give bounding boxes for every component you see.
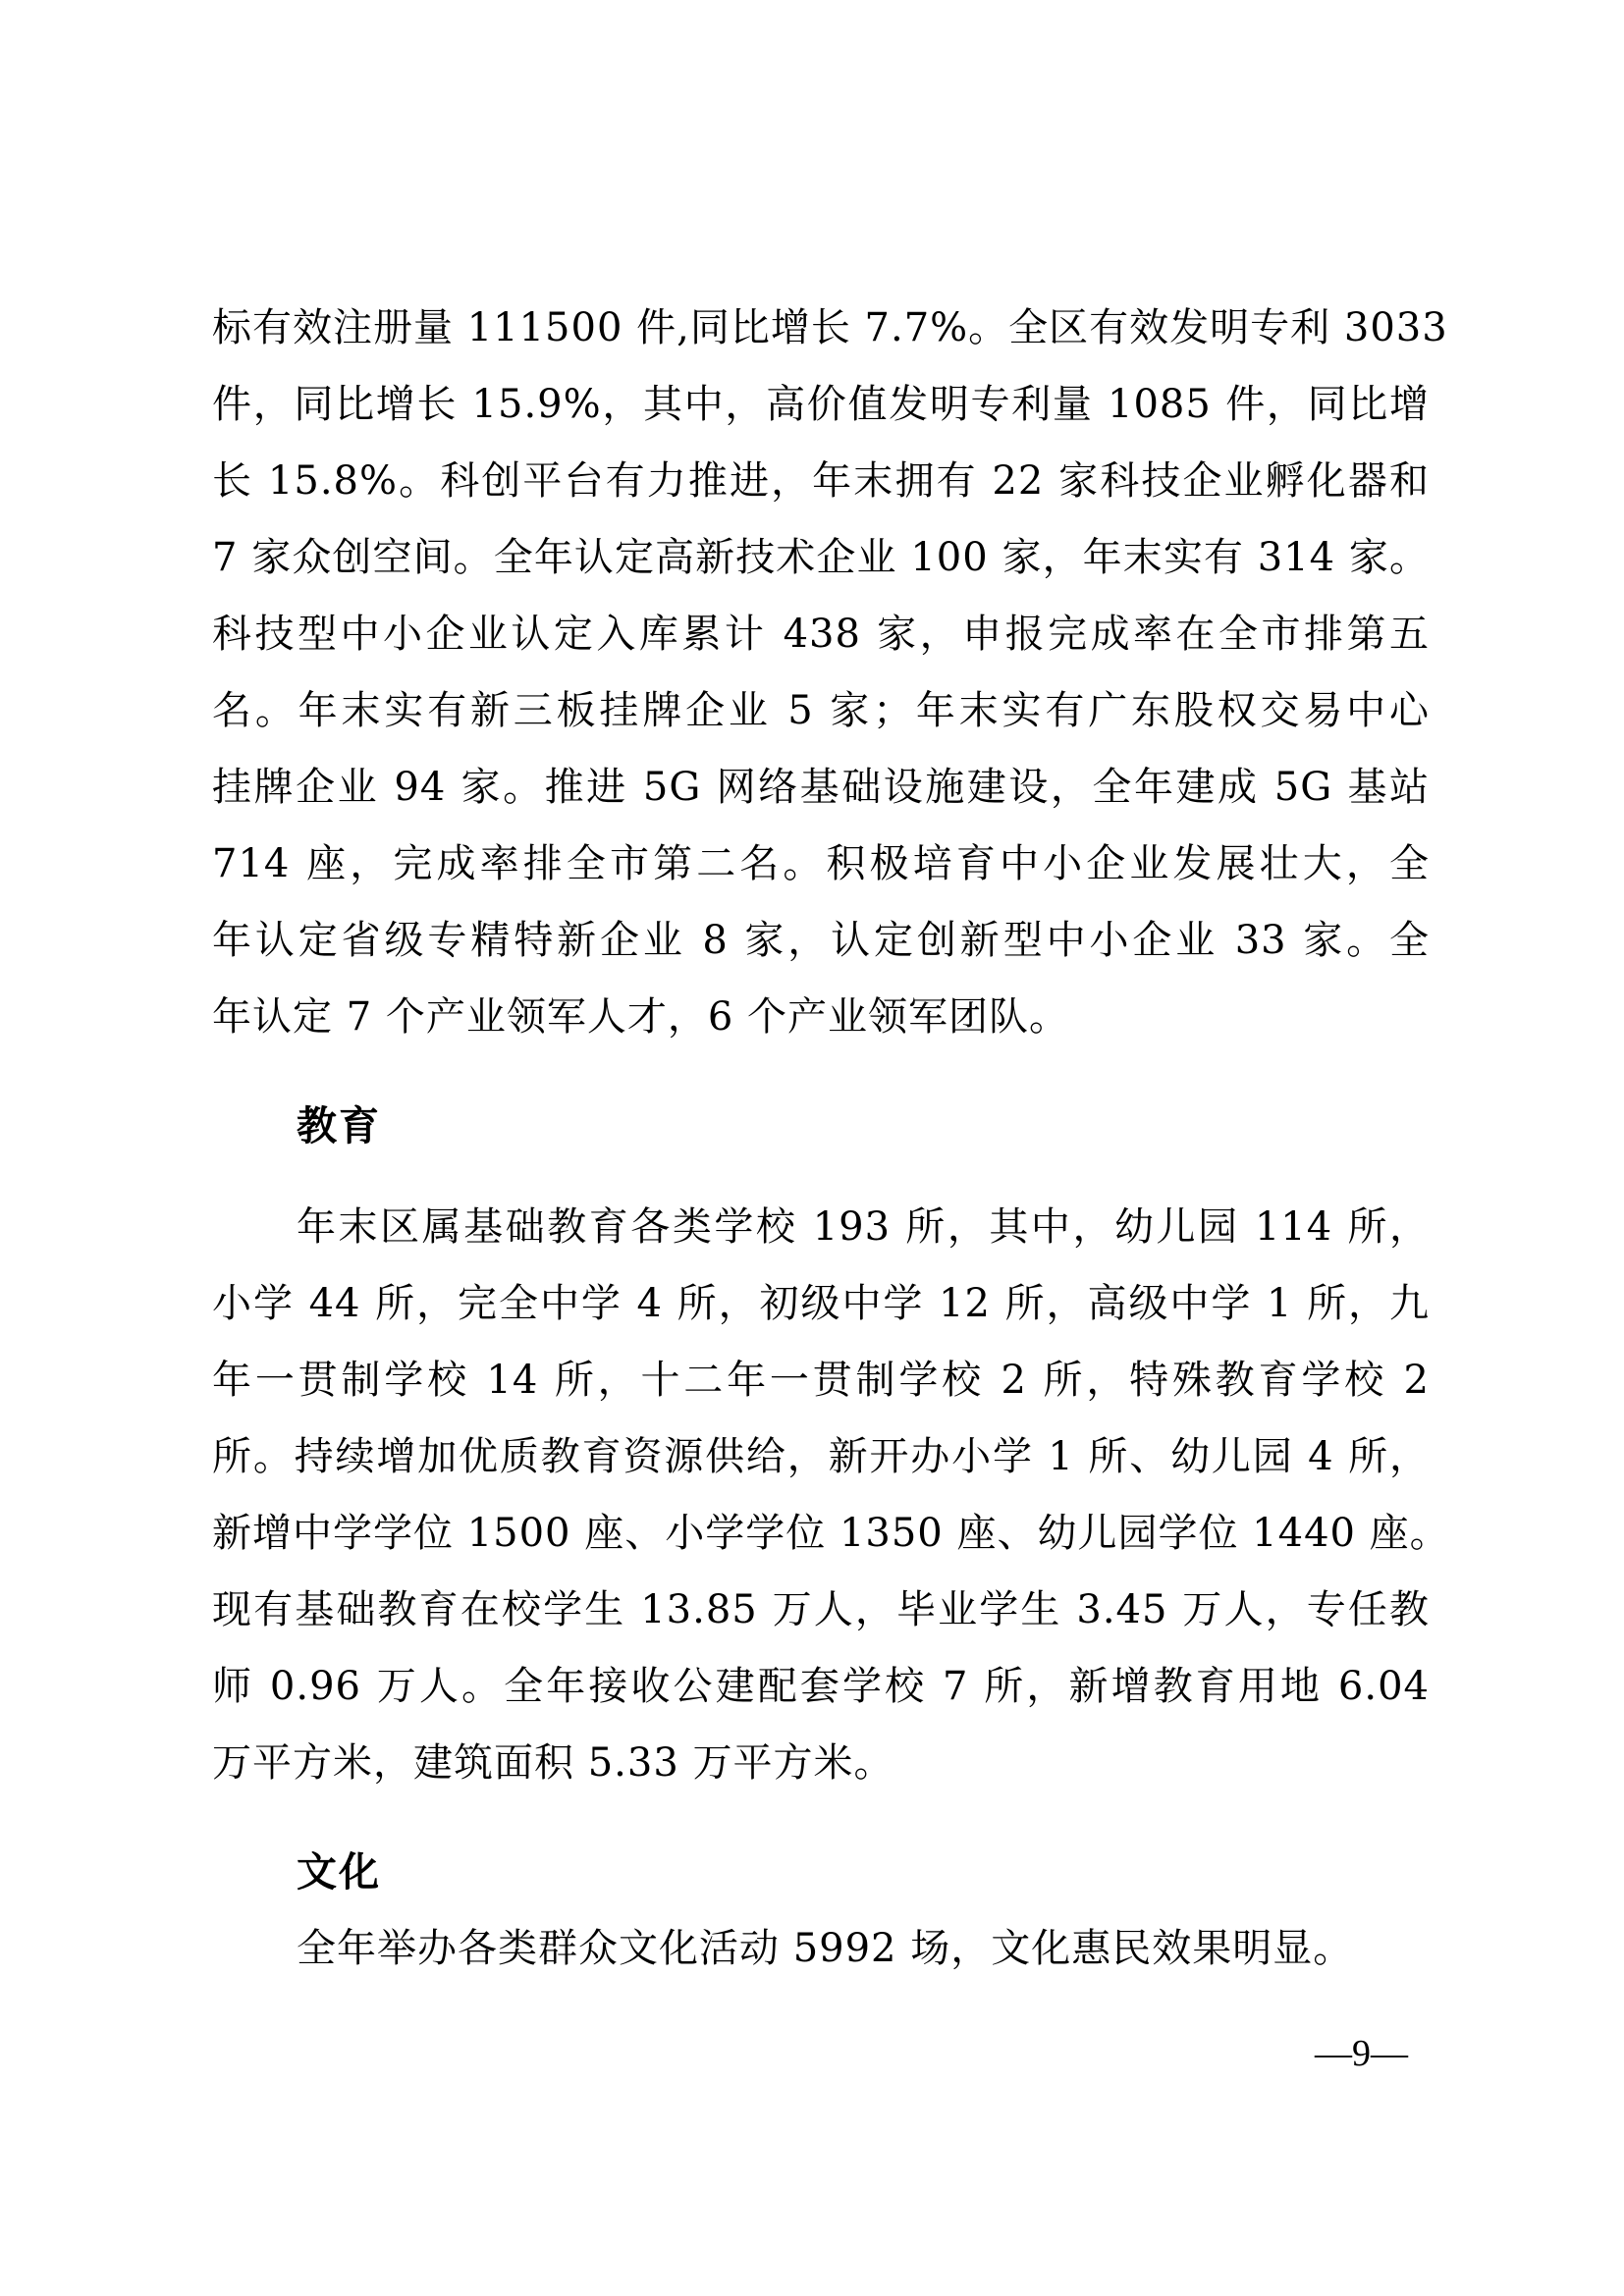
- text-line: 长 15.8%。科创平台有力推进，年末拥有 22 家科技企业孵化器和: [212, 458, 1430, 504]
- text-line: 科技型中小企业认定入库累计 438 家，申报完成率在全市排第五: [212, 612, 1430, 657]
- text-line: 年末区属基础教育各类学校 193 所，其中，幼儿园 114 所，: [297, 1204, 1430, 1250]
- text-line: 714 座，完成率排全市第二名。积极培育中小企业发展壮大，全: [212, 841, 1430, 886]
- text-line: 师 0.96 万人。全年接收公建配套学校 7 所，新增教育用地 6.04: [212, 1664, 1430, 1709]
- text-line: 全年举办各类群众文化活动 5992 场，文化惠民效果明显。: [297, 1926, 1354, 1971]
- text-line: 名。年末实有新三板挂牌企业 5 家；年末实有广东股权交易中心: [212, 688, 1430, 733]
- text-line: 新增中学学位 1500 座、小学学位 1350 座、幼儿园学位 1440 座。: [212, 1511, 1450, 1556]
- text-line: 年认定 7 个产业领军人才，6 个产业领军团队。: [212, 994, 1070, 1040]
- text-line: 万平方米，建筑面积 5.33 万平方米。: [212, 1740, 894, 1786]
- text-line: 件，同比增长 15.9%，其中，高价值发明专利量 1085 件，同比增: [212, 382, 1430, 427]
- text-line: 小学 44 所，完全中学 4 所，初级中学 12 所，高级中学 1 所，九: [212, 1281, 1430, 1326]
- text-line: 年一贯制学校 14 所，十二年一贯制学校 2 所，特殊教育学校 2: [212, 1358, 1430, 1403]
- text-line: 挂牌企业 94 家。推进 5G 网络基础设施建设，全年建成 5G 基站: [212, 765, 1430, 810]
- text-line: 年认定省级专精特新企业 8 家，认定创新型中小企业 33 家。全: [212, 918, 1430, 963]
- section-heading-education: 教育: [297, 1102, 381, 1149]
- text-line: 所。持续增加优质教育资源供给，新开办小学 1 所、幼儿园 4 所，: [212, 1434, 1430, 1479]
- text-line: 现有基础教育在校学生 13.85 万人，毕业学生 3.45 万人，专任教: [212, 1587, 1430, 1632]
- page-number: —9—: [1315, 2033, 1408, 2074]
- text-line: 标有效注册量 111500 件,同比增长 7.7%。全区有效发明专利 3033: [212, 305, 1448, 350]
- text-line: 7 家众创空间。全年认定高新技术企业 100 家，年末实有 314 家。: [212, 535, 1430, 580]
- section-heading-culture: 文化: [297, 1848, 381, 1896]
